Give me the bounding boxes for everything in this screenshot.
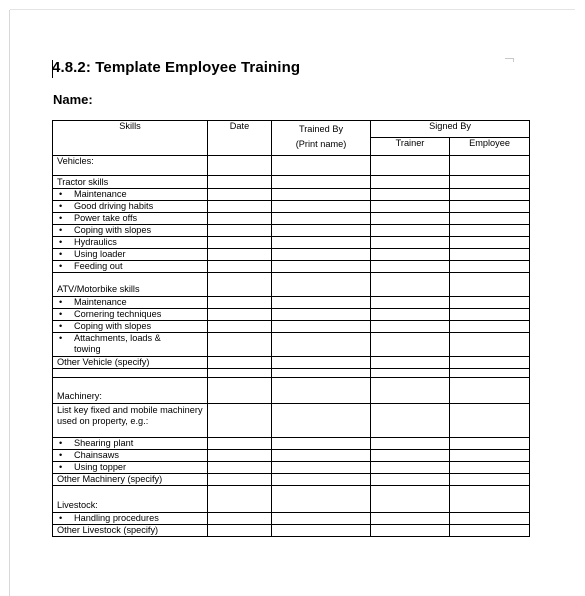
bullet-icon: • <box>59 261 63 271</box>
cell[interactable] <box>208 225 272 237</box>
cell[interactable] <box>450 213 530 225</box>
item-label: Using topper <box>74 462 127 472</box>
cell[interactable] <box>272 378 371 404</box>
cell[interactable] <box>272 462 371 474</box>
header-trained-by-sub: (Print name) <box>295 139 347 149</box>
cell[interactable] <box>450 321 530 333</box>
cell[interactable] <box>371 474 450 486</box>
cell[interactable] <box>272 513 371 525</box>
other-livestock-label[interactable]: Other Livestock (specify) <box>53 525 208 537</box>
cell[interactable] <box>208 513 272 525</box>
section-livestock-text: Livestock: <box>57 500 98 510</box>
bullet-icon: • <box>59 450 63 460</box>
cell[interactable] <box>272 261 371 273</box>
atv-skills-label[interactable] <box>53 273 208 297</box>
cell[interactable] <box>208 261 272 273</box>
atv-item[interactable] <box>53 333 208 357</box>
header-employee[interactable]: Employee <box>450 138 530 156</box>
tractor-skills-label[interactable]: Tractor skills <box>53 176 208 189</box>
cell[interactable] <box>272 333 371 357</box>
cell[interactable] <box>371 213 450 225</box>
cell[interactable] <box>450 201 530 213</box>
cell[interactable] <box>208 249 272 261</box>
bullet-icon: • <box>59 513 63 523</box>
bullet-icon: • <box>59 438 63 448</box>
cell[interactable] <box>371 404 450 438</box>
cell[interactable] <box>450 525 530 537</box>
name-label[interactable]: Name: <box>53 92 93 107</box>
margin-corner-mark <box>505 58 514 62</box>
cell[interactable] <box>450 450 530 462</box>
cell[interactable] <box>450 369 530 378</box>
cell[interactable] <box>450 513 530 525</box>
tractor-item[interactable] <box>53 213 208 225</box>
cell[interactable] <box>450 176 530 189</box>
cell[interactable] <box>371 261 450 273</box>
cell[interactable] <box>208 273 272 297</box>
cell[interactable] <box>371 378 450 404</box>
cell[interactable] <box>450 462 530 474</box>
cell[interactable] <box>272 189 371 201</box>
cell[interactable] <box>208 474 272 486</box>
cell[interactable] <box>371 297 450 309</box>
item-label: Coping with slopes <box>74 225 152 235</box>
item-label: Power take offs <box>74 213 138 223</box>
header-skills[interactable]: Skills <box>53 121 208 156</box>
item-label: Cornering techniques <box>74 309 162 319</box>
cell[interactable] <box>208 201 272 213</box>
section-machinery[interactable] <box>53 378 208 404</box>
cell[interactable] <box>208 357 272 369</box>
atv-item[interactable] <box>53 309 208 321</box>
cell[interactable] <box>272 450 371 462</box>
cell[interactable] <box>208 462 272 474</box>
cell[interactable] <box>208 213 272 225</box>
tractor-item[interactable] <box>53 261 208 273</box>
tractor-item[interactable] <box>53 201 208 213</box>
cell[interactable] <box>272 309 371 321</box>
cell[interactable] <box>371 513 450 525</box>
cell[interactable] <box>272 176 371 189</box>
item-label: Shearing plant <box>74 438 134 448</box>
bullet-icon: • <box>59 237 63 247</box>
bullet-icon: • <box>59 321 63 331</box>
cell[interactable] <box>371 273 450 297</box>
cell[interactable] <box>371 249 450 261</box>
item-label: Attachments, loads & towing <box>74 333 161 354</box>
bullet-icon: • <box>59 225 63 235</box>
cell[interactable] <box>450 237 530 249</box>
other-vehicle-label[interactable]: Other Vehicle (specify) <box>53 357 208 369</box>
cell[interactable] <box>272 201 371 213</box>
cell[interactable] <box>450 378 530 404</box>
cell[interactable] <box>208 176 272 189</box>
cell[interactable] <box>371 156 450 176</box>
cell[interactable] <box>208 486 272 513</box>
cell[interactable] <box>371 201 450 213</box>
cell[interactable] <box>272 404 371 438</box>
cell[interactable] <box>208 297 272 309</box>
tractor-item[interactable] <box>53 237 208 249</box>
bullet-icon: • <box>59 309 63 319</box>
item-label: Hydraulics <box>74 237 117 247</box>
item-label: Handling procedures <box>74 513 159 523</box>
cell[interactable] <box>450 297 530 309</box>
cell[interactable] <box>208 321 272 333</box>
other-machinery-label[interactable]: Other Machinery (specify) <box>53 474 208 486</box>
atv-skills-text: ATV/Motorbike skills <box>57 284 140 294</box>
bullet-icon: • <box>59 249 63 259</box>
cell[interactable] <box>450 474 530 486</box>
cell[interactable] <box>272 486 371 513</box>
cell[interactable] <box>272 237 371 249</box>
cell[interactable] <box>371 525 450 537</box>
cell[interactable] <box>450 404 530 438</box>
cell[interactable] <box>450 333 530 357</box>
cell[interactable] <box>208 309 272 321</box>
section-vehicles[interactable]: Vehicles: <box>53 156 208 176</box>
cell[interactable] <box>371 189 450 201</box>
cell[interactable] <box>208 189 272 201</box>
bullet-icon: • <box>59 297 63 307</box>
bullet-icon: • <box>59 213 63 223</box>
cell[interactable] <box>371 321 450 333</box>
machinery-item[interactable] <box>53 450 208 462</box>
cell[interactable] <box>272 297 371 309</box>
item-label: Using loader <box>74 249 126 259</box>
atv-item[interactable] <box>53 321 208 333</box>
tractor-item[interactable] <box>53 189 208 201</box>
cell[interactable] <box>371 462 450 474</box>
cell[interactable] <box>371 176 450 189</box>
cell[interactable] <box>208 438 272 450</box>
document-title[interactable]: 4.8.2: Template Employee Training <box>52 59 301 76</box>
item-label: Maintenance <box>74 189 127 199</box>
tractor-item[interactable] <box>53 249 208 261</box>
cell[interactable] <box>272 156 371 176</box>
cell[interactable] <box>272 438 371 450</box>
tractor-item[interactable] <box>53 225 208 237</box>
cell[interactable] <box>450 249 530 261</box>
livestock-item[interactable] <box>53 513 208 525</box>
cell[interactable] <box>272 525 371 537</box>
bullet-icon: • <box>59 462 63 472</box>
cell[interactable] <box>208 369 272 378</box>
section-livestock[interactable] <box>53 486 208 513</box>
cell[interactable] <box>450 261 530 273</box>
cell[interactable] <box>450 156 530 176</box>
cell[interactable] <box>208 156 272 176</box>
cell[interactable] <box>450 357 530 369</box>
atv-item[interactable] <box>53 297 208 309</box>
cell[interactable] <box>450 273 530 297</box>
cell[interactable] <box>208 237 272 249</box>
cell[interactable] <box>208 525 272 537</box>
cell[interactable] <box>450 225 530 237</box>
cell[interactable] <box>53 369 208 378</box>
cell[interactable] <box>371 225 450 237</box>
cell[interactable] <box>208 378 272 404</box>
cell[interactable] <box>371 450 450 462</box>
cell[interactable] <box>208 404 272 438</box>
cell[interactable] <box>371 237 450 249</box>
item-label: Maintenance <box>74 297 127 307</box>
cell[interactable] <box>272 321 371 333</box>
item-label: Chainsaws <box>74 450 119 460</box>
cell[interactable] <box>371 486 450 513</box>
cell[interactable] <box>371 309 450 321</box>
header-trained-by[interactable] <box>272 121 371 156</box>
cell[interactable] <box>371 357 450 369</box>
cell[interactable] <box>272 273 371 297</box>
header-signed-by[interactable]: Signed By <box>371 121 530 138</box>
cell[interactable] <box>272 213 371 225</box>
cell[interactable] <box>450 486 530 513</box>
bullet-icon: • <box>59 201 63 211</box>
cell[interactable] <box>208 333 272 357</box>
item-label: Coping with slopes <box>74 321 152 331</box>
bullet-icon: • <box>59 333 63 343</box>
cell[interactable] <box>272 369 371 378</box>
cell[interactable] <box>272 249 371 261</box>
cell[interactable] <box>272 357 371 369</box>
header-trained-by-label: Trained By <box>298 124 344 134</box>
cell[interactable] <box>371 369 450 378</box>
document-page <box>10 10 575 596</box>
cell[interactable] <box>371 438 450 450</box>
cell[interactable] <box>450 309 530 321</box>
bullet-icon: • <box>59 189 63 199</box>
cell[interactable] <box>272 225 371 237</box>
machinery-item[interactable] <box>53 438 208 450</box>
header-date[interactable]: Date <box>208 121 272 156</box>
cell[interactable] <box>208 450 272 462</box>
item-label: Feeding out <box>74 261 123 271</box>
section-machinery-text: Machinery: <box>57 391 102 401</box>
cell[interactable] <box>450 189 530 201</box>
item-label: Good driving habits <box>74 201 154 211</box>
cell[interactable] <box>450 438 530 450</box>
cell[interactable] <box>371 333 450 357</box>
header-trainer[interactable]: Trainer <box>371 138 450 156</box>
cell[interactable] <box>272 474 371 486</box>
training-table <box>52 120 530 537</box>
machinery-intro[interactable]: List key fixed and mobile machinery used on property, e.g.: <box>53 404 208 438</box>
machinery-item[interactable] <box>53 462 208 474</box>
